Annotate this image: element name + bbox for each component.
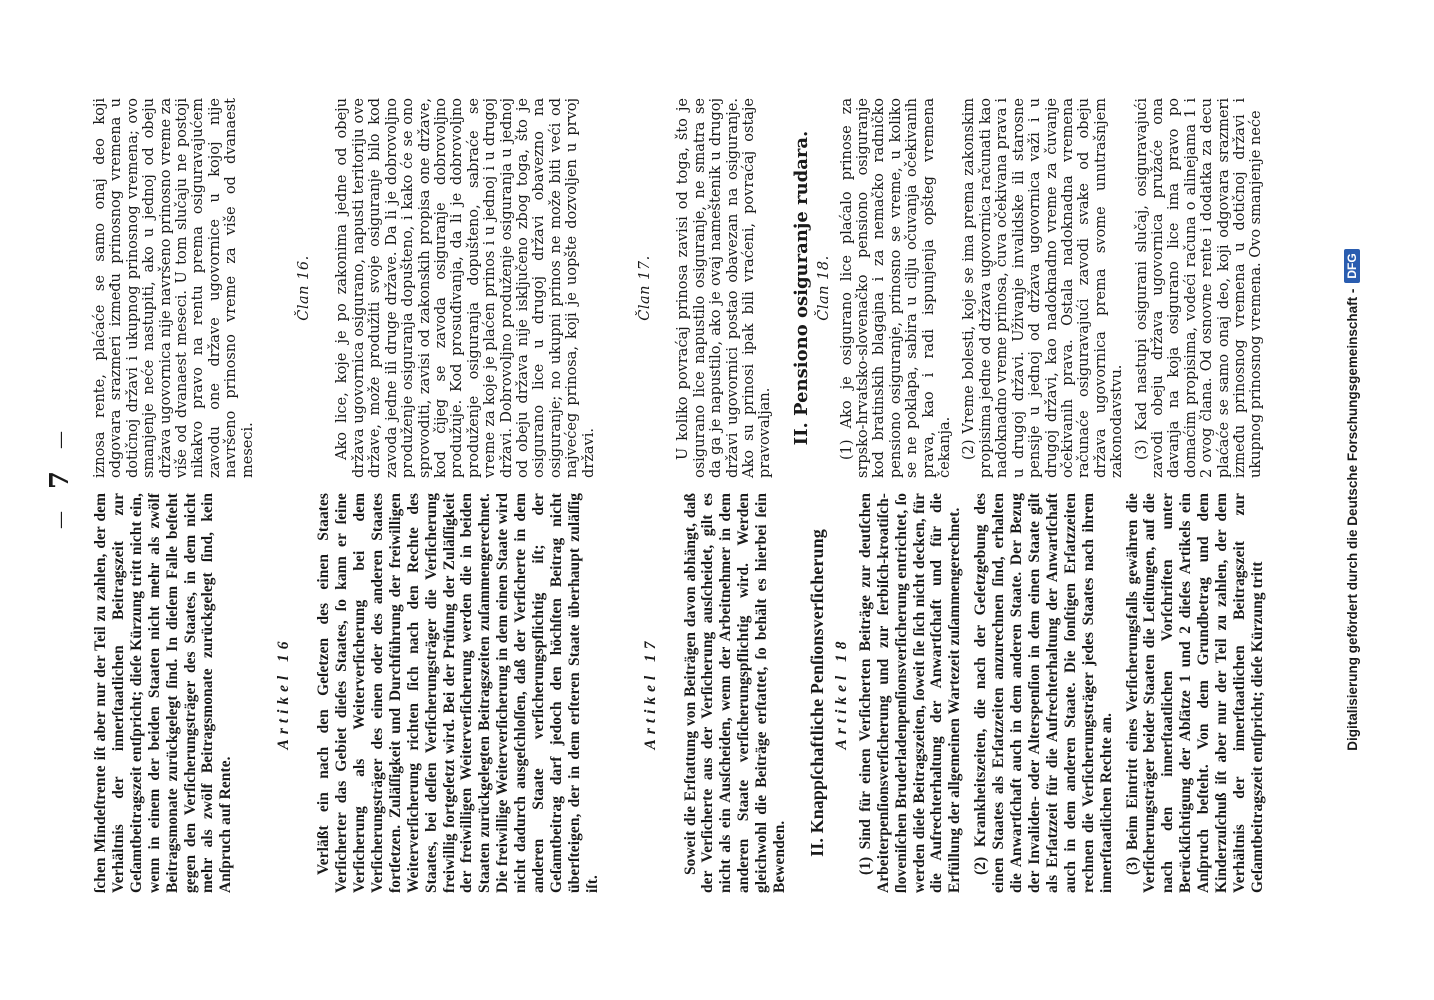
german-article-18-heading: Artikel 18 — [832, 636, 850, 750]
german-article-16-heading: Artikel 16 — [275, 636, 293, 750]
serbian-clan-18-para-2: (2) Vreme bolesti, koje se ima prema zakonskim propisima jedne od država ugovornica računati kao nadoknadno vreme prinosa, čuva očekivana prava i u drugoj državi. Uživanje invalidske ili starosne pensije u jednoj od država ugovornica važi i u drugoj državi, kao nadoknadno vreme za čuvanje očekivanih prava. Ostala nadoknadna vremena računaće osiguravajući zavodi svake od obeju država ugovornica prema svome unutrašnjem zakonodavstvu. — [961, 98, 1126, 478]
german-column — [92, 493, 1266, 893]
digitization-credit — [1342, 8, 1362, 992]
german-article-16-text: Verläßt ein nach den Geſetzen des einen Staates Verſicherter das Gebiet dieſes Staates, ſo kann er ſeine Verſicherung als Weiterverſicherung bei dem Verſicherungsträger des einen oder des anderen Staates fortſetzen. Zuläſſigkeit und Durchführung der freiwilligen Weiterverſicherung richten ſich nach den Rechte des Staates, bei deſſen Verſicherungsträger die Verſicherung freiwillig fortgeſetzt wird. Bei der Prüfung der Zuläſſigkeit der freiwilligen Weiterverſicherung werden die in beiden Staaten zurückgelegten Beitragszeiten zuſammengerechnet. Die freiwillige Weiterverſicherung in dem einen Staate wird nicht dadurch ausgeſchloſſen, daß der Verſicherte in dem anderen Staate verſicherungspflichtig iſt; der Geſamtbeitrag darf jedoch den höchſten Beitrag nicht überſteigen, der in dem erſteren Staate überhaupt zuläſſig iſt. — [315, 493, 601, 893]
page-number: 7 — [45, 470, 75, 490]
german-section-2-heading: II. Knappſchaftliche Penſionsverſicherung — [807, 529, 827, 857]
german-article-18-para-1: (1) Sind für einen Verſicherten Beiträge zur deutſchen Arbeiterpenſionsverſicherung und zur ſerbiſch-kroatiſch-ſloveniſchen Bruderladenpenſionsverſicherung entrichtet, ſo werden dieſe Beitragszeiten, ſoweit ſie ſich nicht decken, für die Aufrechterhaltung der Anwartſchaft und für die Erfüllung der allgemeinen Wartezeit zuſammengerechnet. — [856, 493, 964, 893]
serbian-column — [92, 98, 1265, 478]
german-intro-paragraph: ſchen Mindeſtrente iſt aber nur der Teil zu zahlen, der dem Verhältnis der innerſtaatlichen Beitragszeit zur Geſamtbeitragszeit entſpricht; dieſe Kürzung tritt nicht ein, wenn in einem der beiden Staaten nicht mehr als zwölf Beitragsmonate zurückgelegt ſind. In dieſem Falle beſteht gegen den Verſicherungsträger des Staates, in dem nicht mehr als zwölf Beitragsmonate zurückgelegt ſind, kein Anſpruch auf Rente. — [92, 493, 235, 893]
page-number-line — [40, 400, 80, 560]
german-article-18-para-2: (2) Krankheitszeiten, die nach der Geſetzgebung des einen Staates als Erſatzzeiten anzurechnen ſind, erhalten die Anwartſchaft auch in dem anderen Staate. Der Bezug der Invaliden- oder Alterspenſion in dem einen Staate gilt als Erſatzzeit für die Aufrechterhaltung der Anwartſchaft auch in dem anderen Staate. Die ſonſtigen Erſatzzeiten rechnen die Verſicherungsträger jedes Staates nach ihrem innerſtaatlichen Rechte an. — [972, 493, 1115, 893]
serbian-clan-18-heading: Član 18. — [816, 255, 833, 321]
dfg-logo: DFG — [1344, 249, 1360, 282]
serbian-clan-16-heading: Član 16. — [296, 255, 313, 321]
serbian-clan-16-text: Ako lice, koje je po zakonima jedne od obeju država ugovornica osigurano, napusti teritoriju ove države, može produžiti svoje osiguranje bilo kod zavoda jedne ili druge države. Da li je dobrovoljno produženje osiguranja dopušteno, i kako će se ono sprovoditi, zavisi od zakonskih propisa one države, kod čijeg se zavoda osiguranje dobrovoljno produžuje. Kod prosuđivanja, da li je dobrovoljno produženje osiguranja dopušteno, sabraće se vreme za koje je plaćen prinos i u jednoj i u drugoj državi. Dobrovoljno produženje osiguranja u jednoj od obeju država nije isključeno zbog toga, što je osigurano lice u drugoj državi obavezno na osiguranje; no ukupni prinos ne može biti veći od najvećeg prinosa, koji je uopšte dozvoljen u prvoj državi. — [334, 98, 597, 478]
serbian-clan-18-para-1: (1) Ako je osigurano lice plaćalo prinose za srpsko-hrvatsko-slovenačko pensiono osiguranje kod bratinskih blagajna i za nemačko radničko pensiono osiguranje, prinosno se vreme, u koliko se ne poklapa, sabira u cilju očuvanja očekivanih prava, kao i radi ispunjenja opšteg vremena čekanja. — [838, 98, 954, 478]
dash-right: — — [49, 430, 71, 449]
serbian-section-2-heading: II. Pensiono osiguranje rudara. — [790, 130, 812, 446]
german-article-18-para-3: (3) Beim Eintritt eines Verſicherungsfalls gewähren die Verſicherungsträger beider Staaten die Leiſtungen, auf die nach den innerſtaatlichen Vorſchriften unter Berückſichtigung der Abſätze 1 und 2 dieſes Artikels ein Anſpruch beſteht. Von dem Grundbetrag und dem Kinderzuſchuß iſt aber nur der Teil zu zahlen, der dem Verhältnis der innerſtaatlichen Beitragszeit zur Geſamtbeitragszeit entſpricht; dieſe Kürzung tritt — [1123, 493, 1266, 893]
dash-left: — — [49, 511, 71, 530]
german-article-17-text: Soweit die Erſtattung von Beiträgen davon abhängt, daß der Verſicherte aus der Verſicherung ausſcheidet, gilt es nicht als ein Ausſcheiden, wenn der Arbeitnehmer in dem anderen Staate verſicherungspflichtig wird. Werden gleichwohl die Beiträge erſtattet, ſo behält es hierbei ſein Bewenden. — [681, 493, 789, 893]
serbian-clan-17-text: U koliko povraćaj prinosa zavisi od toga, što je osigurano lice napustilo osiguranje, ne smatra se da ga je napustilo, ako je ovaj nameštenik u drugoj državi ugovornici postao obavezan na osiguranje. Ako su prinosi ipak bili vraćeni, povraćaj ostaje pravovaljan. — [675, 98, 774, 478]
serbian-intro-paragraph: iznosa rente, plaćaće se samo onaj deo koji odgovara srazmeri između prinosnog vremena u dotičnoj državi i ukupnog prinosnog vremena; ovo smanjenje neće nastupiti, ako u jednoj od obeju država ugovornica nije navršeno prinosno vreme za više od dvanaest meseci. U tom slučaju ne postoji nikakvo pravo na rentu prema osiguravajućem zavodu one države ugovornice u kojoj nije navršeno prinosno vreme za više od dvanaest meseci. — [92, 98, 256, 478]
german-article-17-heading: Artikel 17 — [641, 636, 659, 750]
serbian-clan-18-para-3: (3) Kad nastupi osigurani slučaj, osiguravajući zavodi obeju država ugovornica pružaće ona davanja na koja osigurano lice ima pravo po domaćim propisima, vodeći računa o alinejama 1 i 2 ovog člana. Od osnovne rente i dodatka za decu plaćaće se samo onaj deo, koji odgovara srazmeri između prinosnog vremena u dotičnoj državi i ukupnog prinosnog vremena. Ovo smanjenje neće — [1133, 98, 1265, 478]
serbian-clan-17-heading: Član 17. — [636, 255, 653, 321]
credit-text: Digitalisierung gefördert durch die Deutsche Forschungsgemeinschaft - — [1344, 288, 1360, 751]
